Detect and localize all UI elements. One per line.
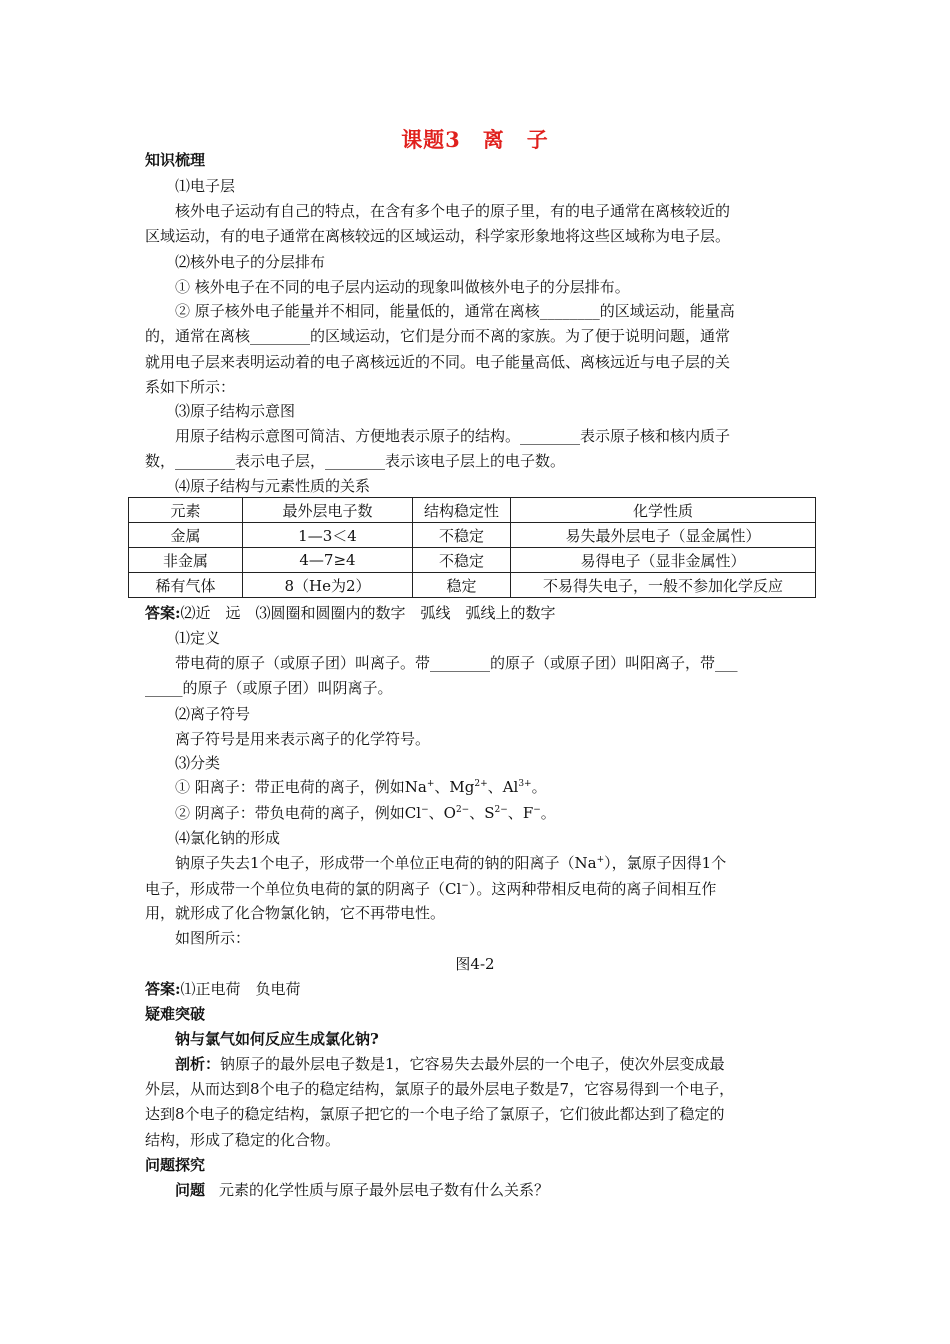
properties-table bbox=[128, 497, 816, 598]
ion-symbol: Mg bbox=[449, 778, 475, 796]
paragraph-line: ② 原子核外电子能量并不相同，能量低的，通常在离核________的区域运动，能量高 bbox=[175, 302, 735, 320]
answer-line bbox=[145, 603, 815, 623]
ion-symbol: O bbox=[443, 804, 456, 822]
subheading-structure-properties: ⑷原子结构与元素性质的关系 bbox=[175, 477, 371, 495]
table-cell: 4—7≥4 bbox=[243, 548, 413, 573]
table-header-row bbox=[129, 498, 816, 523]
table-cell: 非金属 bbox=[129, 548, 243, 573]
table-cell: 不易得失电子，一般不参加化学反应 bbox=[511, 573, 816, 598]
separator: 、 bbox=[428, 804, 444, 822]
paragraph-line: ① 核外电子在不同的电子层内运动的现象叫做核外电子的分层排布。 bbox=[175, 278, 630, 296]
paragraph-line: 离子符号是用来表示离子的化学符号。 bbox=[175, 730, 431, 748]
text-run: ）。这两种带相反电荷的离子间相互作 bbox=[468, 880, 717, 898]
question-line bbox=[175, 1180, 815, 1200]
text-run: ），氯原子因得1个 bbox=[604, 854, 727, 872]
ion-symbol: F bbox=[522, 804, 534, 822]
page-title: 课题3 离 子 bbox=[401, 127, 549, 152]
separator: 。 bbox=[531, 778, 547, 796]
answer-text: ⑵近 远 ⑶圆圈和圆圈内的数字 弧线 弧线上的数字 bbox=[180, 604, 556, 622]
paragraph-line: 用，就形成了化合物氯化钠，它不再带电性。 bbox=[145, 904, 446, 922]
section-heading-difficulty: 疑难突破 bbox=[145, 1005, 206, 1023]
ion-symbol: Al bbox=[502, 778, 519, 796]
ion-charge: − bbox=[533, 805, 541, 815]
paragraph-line: 核外电子运动有自己的特点，在含有多个电子的原子里，有的电子通常在离核较近的 bbox=[175, 202, 731, 220]
ion-charge: 2+ bbox=[474, 779, 488, 789]
table-cell: 金属 bbox=[129, 523, 243, 548]
answer-label: 答案: bbox=[145, 604, 181, 622]
separator: 、 bbox=[469, 804, 485, 822]
question-label: 问题 bbox=[175, 1181, 206, 1199]
paragraph-line: 系如下所示： bbox=[145, 378, 236, 396]
ion-symbol: Na bbox=[404, 778, 427, 796]
paragraph-line: 区域运动，有的电子通常在离核较远的区域运动，科学家形象地将这些区域称为电子层。 bbox=[145, 227, 731, 245]
table-header-cell: 元素 bbox=[129, 498, 243, 523]
separator: 、 bbox=[487, 778, 503, 796]
anion-line bbox=[175, 803, 815, 823]
paragraph-line: 的，通常在离核________的区域运动，它们是分而不离的家族。为了便于说明问题，通常 bbox=[145, 327, 731, 345]
table-cell: 不稳定 bbox=[413, 548, 511, 573]
separator: 、 bbox=[507, 804, 523, 822]
table-cell: 不稳定 bbox=[413, 523, 511, 548]
paragraph-line: _____的原子（或原子团）叫阴离子。 bbox=[145, 679, 393, 697]
analysis-label: 剖析： bbox=[175, 1055, 221, 1073]
paragraph-line: 数，________表示电子层，________表示该电子层上的电子数。 bbox=[145, 452, 566, 470]
ion-charge: + bbox=[596, 855, 605, 865]
separator: 、 bbox=[434, 778, 450, 796]
paragraph-line: 就用电子层来表明运动着的电子离核远近的不同。电子能量高低、离核远近与电子层的关 bbox=[145, 353, 731, 371]
paragraph-line bbox=[145, 879, 815, 899]
question-title: 钠与氯气如何反应生成氯化钠? bbox=[175, 1030, 379, 1048]
table-header-cell: 最外层电子数 bbox=[243, 498, 413, 523]
text-run: 电子，形成带一个单位负电荷的氯的阴离子（Cl bbox=[145, 880, 462, 898]
paragraph-line: 用原子结构示意图可简洁、方便地表示原子的结构。________表示原子核和核内质子 bbox=[175, 427, 731, 445]
ion-charge: + bbox=[426, 779, 435, 789]
table-cell: 1—3＜4 bbox=[243, 523, 413, 548]
paragraph-line: 如图所示： bbox=[175, 929, 251, 947]
table-row bbox=[129, 573, 816, 598]
ion-charge: 2− bbox=[494, 805, 508, 815]
table-header-cell: 化学性质 bbox=[511, 498, 816, 523]
table-cell: 稀有气体 bbox=[129, 573, 243, 598]
table-row bbox=[129, 548, 816, 573]
analysis-text: 钠原子的最外层电子数是1，它容易失去最外层的一个电子，使次外层变成最 bbox=[220, 1055, 725, 1073]
analysis-line bbox=[175, 1054, 815, 1074]
question-text: 元素的化学性质与原子最外层电子数有什么关系？ bbox=[219, 1181, 550, 1199]
cation-text: ① 阳离子：带正电荷的离子，例如 bbox=[175, 778, 405, 796]
separator: 。 bbox=[540, 804, 556, 822]
answer-text: ⑴正电荷 负电荷 bbox=[180, 980, 301, 998]
anion-text: ② 阴离子：带负电荷的离子，例如 bbox=[175, 804, 405, 822]
paragraph-line: 带电荷的原子（或原子团）叫离子。带________的原子（或原子团）叫阳离子，带___ bbox=[175, 654, 738, 672]
ion-charge: 2− bbox=[455, 805, 470, 815]
table-row bbox=[129, 523, 816, 548]
ion-charge: − bbox=[461, 881, 469, 891]
table-cell: 易失最外层电子（显金属性） bbox=[511, 523, 816, 548]
table-cell: 8（He为2） bbox=[243, 573, 413, 598]
subheading-nacl-formation: ⑷氯化钠的形成 bbox=[175, 829, 281, 847]
text-run: 钠原子失去1个电子，形成带一个单位正电荷的钠的阳离子（Na bbox=[175, 854, 597, 872]
paragraph-line: 外层，从而达到8个电子的稳定结构，氯原子的最外层电子数是7，它容易得到一个电子， bbox=[145, 1080, 735, 1098]
answer-line bbox=[145, 979, 815, 999]
section-heading-knowledge: 知识梳理 bbox=[145, 151, 206, 169]
ion-symbol: S bbox=[484, 804, 495, 822]
paragraph-line: 达到8个电子的稳定结构，氯原子把它的一个电子给了氯原子，它们彼此都达到了稳定的 bbox=[145, 1105, 725, 1123]
table-cell: 稳定 bbox=[413, 573, 511, 598]
paragraph-line bbox=[175, 853, 815, 873]
ion-symbol: Cl bbox=[404, 804, 422, 822]
paragraph-line: 结构，形成了稳定的化合物。 bbox=[145, 1131, 341, 1149]
subheading-definition: ⑴定义 bbox=[175, 629, 221, 647]
subheading-ion-symbol: ⑵离子符号 bbox=[175, 705, 251, 723]
subheading-electron-shells: ⑴电子层 bbox=[175, 177, 236, 195]
ion-charge: 3+ bbox=[518, 779, 532, 789]
section-heading-inquiry: 问题探究 bbox=[145, 1156, 206, 1174]
answer-label: 答案: bbox=[145, 980, 181, 998]
table-cell: 易得电子（显非金属性） bbox=[511, 548, 816, 573]
table-header-cell: 结构稳定性 bbox=[413, 498, 511, 523]
figure-caption: 图4-2 bbox=[455, 955, 495, 973]
subheading-structure-diagram: ⑶原子结构示意图 bbox=[175, 402, 296, 420]
subheading-classification: ⑶分类 bbox=[175, 754, 221, 772]
ion-charge: − bbox=[421, 805, 429, 815]
cation-line bbox=[175, 777, 815, 797]
subheading-layered-arrangement: ⑵核外电子的分层排布 bbox=[175, 253, 326, 271]
